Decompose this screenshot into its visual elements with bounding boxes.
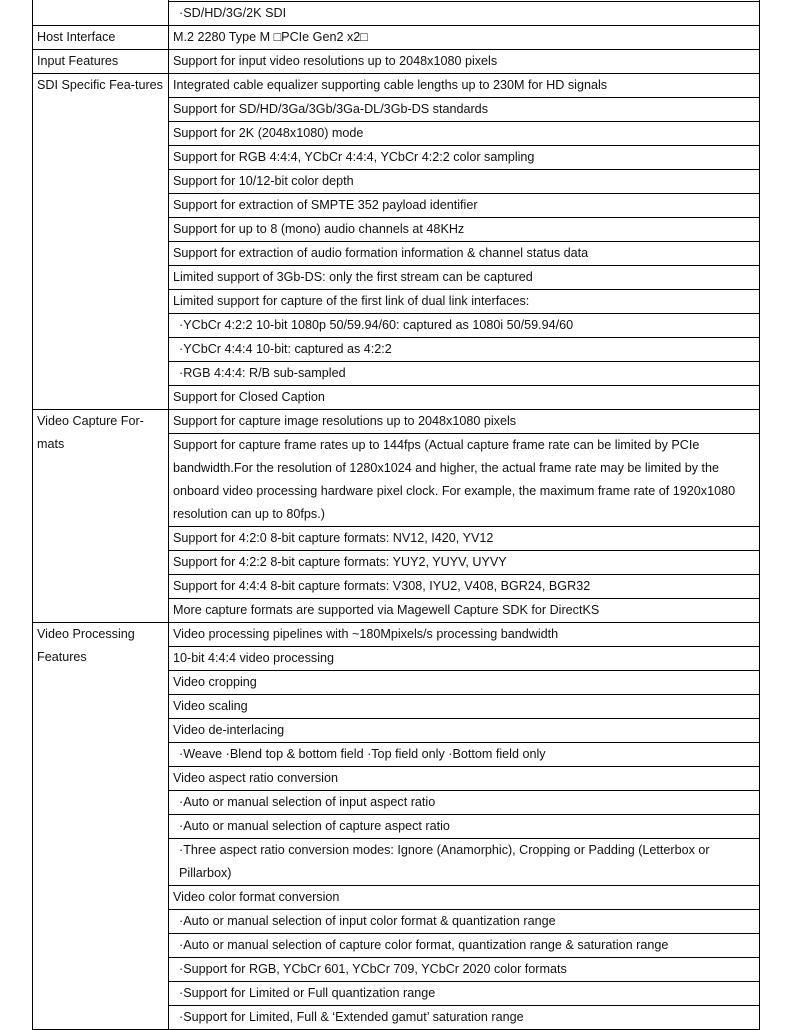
- spec-category-label: [33, 410, 169, 623]
- spec-item: M.2 2280 Type M □PCIe Gen2 x2□: [169, 26, 760, 50]
- spec-category-label: [33, 0, 169, 26]
- spec-sub-item: ·Support for RGB, YCbCr 601, YCbCr 709, YCbCr 2020 color formats: [169, 958, 760, 982]
- spec-item: Support for 4:2:2 8-bit capture formats: YUY2, YUYV, UYVY: [169, 551, 760, 575]
- spec-sub-item: ·RGB 4:4:4: R/B sub-sampled: [169, 362, 760, 386]
- table-row: [33, 26, 760, 50]
- spec-item: More capture formats are supported via Magewell Capture SDK for DirectKS: [169, 599, 760, 623]
- spec-item: 10-bit 4:4:4 video processing: [169, 647, 760, 671]
- spec-item: Support for 10/12-bit color depth: [169, 170, 760, 194]
- spec-category-text: Video Capture For-mats: [37, 414, 144, 451]
- spec-item: Support for capture image resolutions up to 2048x1080 pixels: [169, 410, 760, 434]
- spec-item: Support for input video resolutions up to 2048x1080 pixels: [169, 50, 760, 74]
- spec-category-label: [33, 74, 169, 410]
- spec-item: Video de-interlacing: [169, 719, 760, 743]
- spec-item: Support for 4:2:0 8-bit capture formats: NV12, I420, YV12: [169, 527, 760, 551]
- spec-item: Support for Closed Caption: [169, 386, 760, 410]
- spec-sub-item: ·YCbCr 4:4:4 10-bit: captured as 4:2:2: [169, 338, 760, 362]
- spec-sub-item: ·Support for Limited or Full quantization range: [169, 982, 760, 1006]
- table-row: [33, 623, 760, 647]
- spec-category-label: [33, 50, 169, 74]
- spec-category-label: [33, 623, 169, 1030]
- spec-item: Support for 4:4:4 8-bit capture formats: V308, IYU2, V408, BGR24, BGR32: [169, 575, 760, 599]
- spec-item: Video aspect ratio conversion: [169, 767, 760, 791]
- spec-item: Support for 2K (2048x1080) mode: [169, 122, 760, 146]
- spec-item: Video cropping: [169, 671, 760, 695]
- spec-item: Support for capture frame rates up to 144fps (Actual capture frame rate can be limited by PCIe bandwidth.For the resolution of 1280x1024 and higher, the actual frame rate may be limited by the onboard video processing hardware pixel clock. For example, the maximum frame rate of 1920x1080 resolution can up to 80fps.): [169, 434, 760, 527]
- spec-category-text: Input Features: [37, 54, 119, 68]
- spec-item: Limited support of 3Gb-DS: only the first stream can be captured: [169, 266, 760, 290]
- spec-item: Video processing pipelines with ~180Mpixels/s processing bandwidth: [169, 623, 760, 647]
- table-row: [33, 50, 760, 74]
- spec-item: Video color format conversion: [169, 886, 760, 910]
- spec-sub-item: ·Auto or manual selection of capture color format, quantization range & saturation range: [169, 934, 760, 958]
- spec-sub-item: ·Auto or manual selection of input aspect ratio: [169, 791, 760, 815]
- spec-item: Video scaling: [169, 695, 760, 719]
- spec-item: Support for SD/HD/3Ga/3Gb/3Ga-DL/3Gb-DS standards: [169, 98, 760, 122]
- spec-sub-item: ·YCbCr 4:2:2 10-bit 1080p 50/59.94/60: captured as 1080i 50/59.94/60: [169, 314, 760, 338]
- spec-table-body: [33, 0, 760, 1030]
- spec-sub-item: ·Auto or manual selection of capture aspect ratio: [169, 815, 760, 839]
- spec-item: Support for extraction of SMPTE 352 payload identifier: [169, 194, 760, 218]
- spec-sub-item: ·Weave ·Blend top & bottom field ·Top field only ·Bottom field only: [169, 743, 760, 767]
- spec-category-text: Host Interface: [37, 30, 116, 44]
- spec-sub-item: ·Three aspect ratio conversion modes: Ignore (Anamorphic), Cropping or Padding (Letterbox or Pillarbox): [169, 839, 760, 886]
- spec-category-label: [33, 26, 169, 50]
- spec-sub-item: ·Support for Limited, Full & ‘Extended gamut’ saturation range: [169, 1006, 760, 1030]
- table-row: [33, 410, 760, 434]
- spec-item: Support for RGB 4:4:4, YCbCr 4:4:4, YCbCr 4:2:2 color sampling: [169, 146, 760, 170]
- spec-sub-item: ·Auto or manual selection of input color format & quantization range: [169, 910, 760, 934]
- spec-category-text: SDI Specific Fea-tures: [37, 78, 163, 92]
- spec-item: Integrated cable equalizer supporting cable lengths up to 230M for HD signals: [169, 74, 760, 98]
- spec-sub-item: ·SD/HD/3G/2K SDI: [169, 2, 760, 26]
- spec-table: [32, 0, 760, 1030]
- spec-item: Limited support for capture of the first link of dual link interfaces:: [169, 290, 760, 314]
- spec-category-text: Video Processing Features: [37, 627, 135, 664]
- spec-item: Support for extraction of audio formation information & channel status data: [169, 242, 760, 266]
- spec-item: Support for up to 8 (mono) audio channels at 48KHz: [169, 218, 760, 242]
- table-row: [33, 74, 760, 98]
